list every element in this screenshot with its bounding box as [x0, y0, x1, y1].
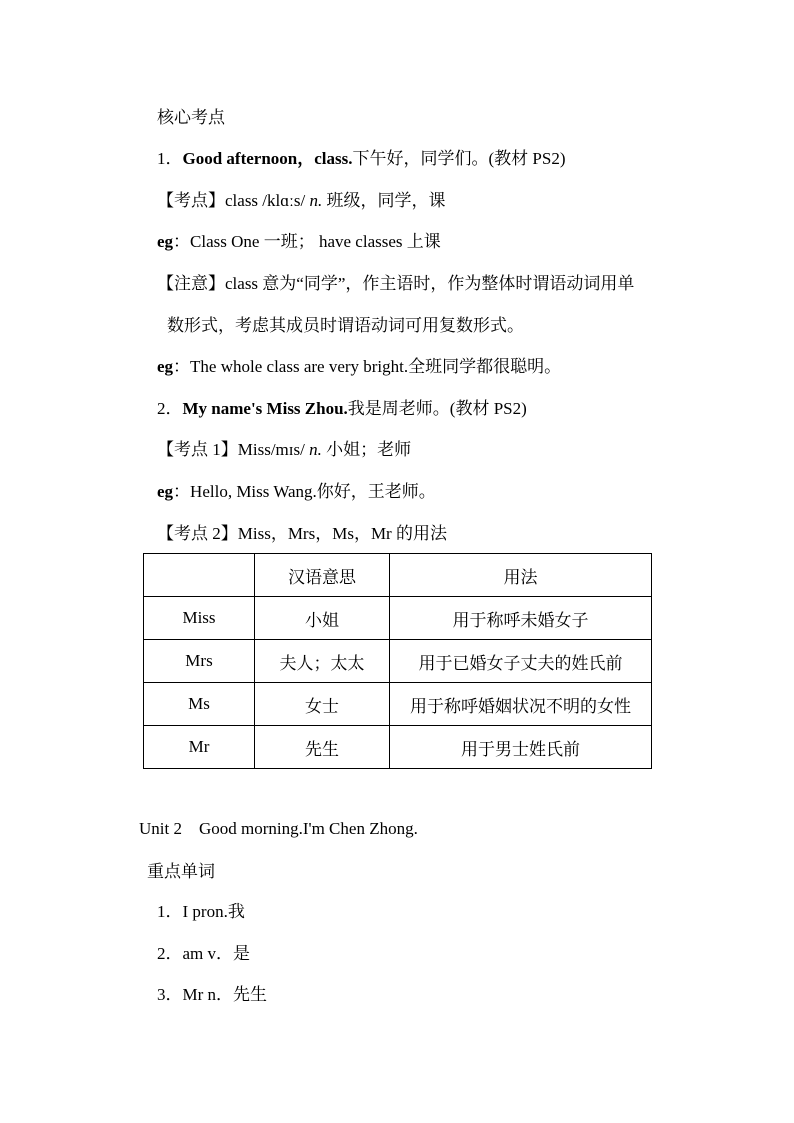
- eg-label: eg: [157, 357, 174, 376]
- point-2: [157, 398, 527, 420]
- table-cell: 夫人；太太: [255, 640, 390, 683]
- table-header-cell: 汉语意思: [255, 554, 390, 597]
- eg-label: eg: [157, 232, 174, 251]
- point-chinese: 下午好，同学们。(教材 PS2): [352, 149, 566, 168]
- kaodian-text: Miss，Mrs，Ms，Mr 的用法: [237, 524, 447, 543]
- table-cell: 用于称呼未婚女子: [390, 597, 652, 640]
- table-cell: Mrs: [144, 640, 255, 683]
- part-of-speech: n.: [309, 440, 322, 459]
- table-row: [144, 597, 652, 640]
- table-row: [144, 726, 652, 769]
- section-title: 核心考点: [157, 108, 225, 127]
- table-row: [144, 640, 652, 683]
- table-header-cell: [144, 554, 255, 597]
- table-header-row: [144, 554, 652, 597]
- part-of-speech: n.: [309, 191, 323, 210]
- kaodian-label: 【考点 1】: [157, 440, 238, 459]
- point-number: 2．: [157, 399, 183, 418]
- table-cell: 女士: [255, 683, 390, 726]
- point-1: [157, 148, 565, 170]
- vocab-item: 2．am v．是: [157, 944, 251, 963]
- kaodian-usage: [157, 523, 447, 545]
- point-english: My name's Miss Zhou.: [182, 399, 348, 418]
- kaodian-word: class /klɑːs/: [225, 191, 310, 210]
- eg-text: ：Hello, Miss Wang.你好，王老师。: [173, 482, 436, 501]
- example-2: [157, 356, 561, 378]
- usage-table: [143, 553, 652, 769]
- example-1: [157, 231, 441, 253]
- table-header-cell: 用法: [390, 554, 652, 597]
- eg-label: eg: [157, 482, 174, 501]
- vocab-title: 重点单词: [147, 862, 215, 881]
- eg-text: ：The whole class are very bright.全班同学都很聪明。: [173, 357, 562, 376]
- table-cell: 用于称呼婚姻状况不明的女性: [390, 683, 652, 726]
- kaodian-word: Miss/mɪs/: [237, 440, 310, 459]
- vocab-item: 3．Mr n．先生: [157, 985, 268, 1004]
- zhuyi-text: class 意为“同学”，作主语时，作为整体时谓语动词用单: [225, 274, 635, 293]
- point-english: Good afternoon，class.: [182, 149, 353, 168]
- eg-text: ：Class One 一班； have classes 上课: [173, 232, 441, 251]
- table-cell: Ms: [144, 683, 255, 726]
- table-cell: 用于已婚女子丈夫的姓氏前: [390, 640, 652, 683]
- table-cell: 小姐: [255, 597, 390, 640]
- kaodian-class: [157, 190, 445, 212]
- kaodian-label: 【考点 2】: [157, 524, 238, 543]
- kaodian-meaning: 班级，同学，课: [322, 191, 446, 210]
- point-chinese: 我是周老师。(教材 PS2): [347, 399, 527, 418]
- table-cell: Miss: [144, 597, 255, 640]
- table-cell: Mr: [144, 726, 255, 769]
- table-cell: 用于男士姓氏前: [390, 726, 652, 769]
- zhuyi-label: 【注意】: [157, 274, 225, 293]
- zhuyi-line-2: 数形式，考虑其成员时谓语动词可用复数形式。: [167, 316, 524, 335]
- table-cell: 先生: [255, 726, 390, 769]
- kaodian-miss: [157, 439, 411, 461]
- kaodian-meaning: 小姐；老师: [321, 440, 412, 459]
- zhuyi-line-1: [157, 273, 634, 295]
- kaodian-label: 【考点】: [157, 191, 225, 210]
- example-3: [157, 481, 436, 503]
- table-row: [144, 683, 652, 726]
- point-number: 1．: [157, 149, 183, 168]
- unit-heading: Unit 2 Good morning.I'm Chen Zhong.: [139, 819, 418, 838]
- vocab-item: 1．I pron.我: [157, 902, 245, 921]
